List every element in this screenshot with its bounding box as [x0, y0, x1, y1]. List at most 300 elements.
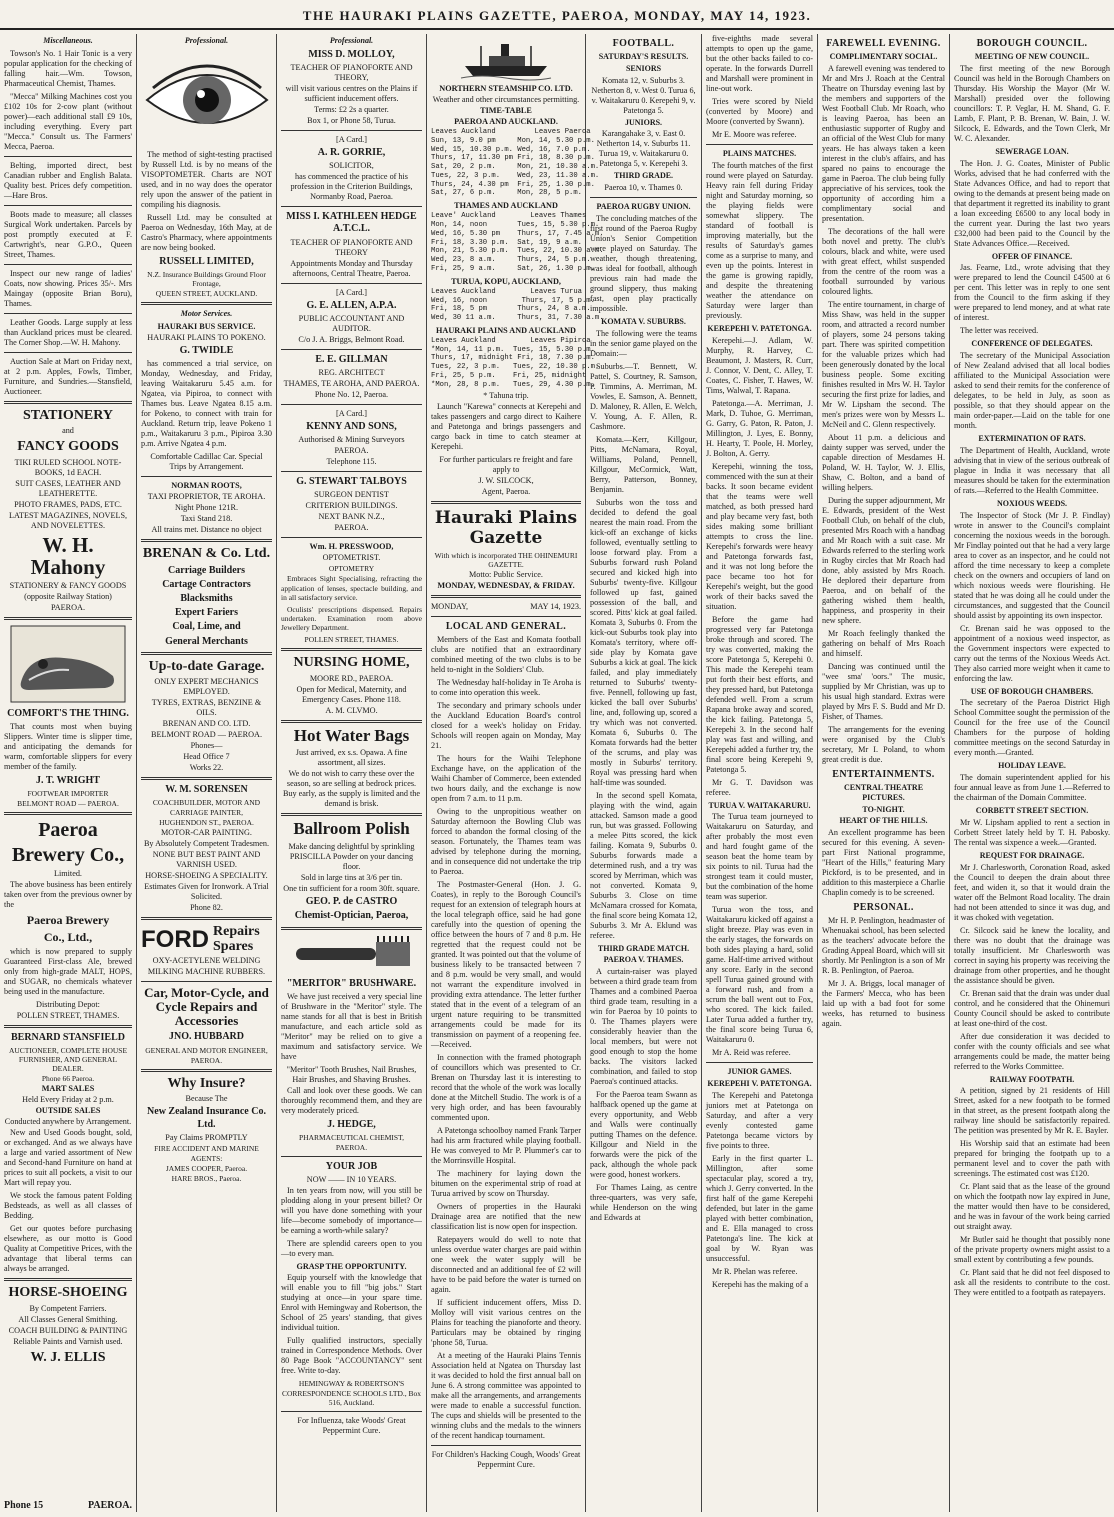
presswood-addr: POLLEN STREET, THAMES. [304, 635, 399, 645]
junior-text4: Kerepehi has the making of a [712, 1279, 809, 1289]
turua-heading: TURUA V. WAITAKARURU. [708, 800, 811, 810]
farewell-text4: About 11 p.m. a delicious and dainty supper was served, under the capable direction of Mesdames H. Poland, W. H. Taylor, W. J. Ellis, Shaw, C. Bolton, and a band of willing helpers. [822, 432, 945, 492]
third-match-text2: For the Paeroa team Swann as halfback opened up the game at every opportunity, and Webb and Walls were continually putting Thames on the defence. Killgour and Nield in the forwards were the pick of the pack, although the whole pack were good, honest workers. [590, 1090, 697, 1180]
presswood-role: OPTOMETRIST. [322, 553, 381, 563]
corbett-text: Mr W. Lipsham applied to rent a section in Corbett Street lately held by T. H. Pabosky. The rental was sixpence a week.—Granted. [954, 817, 1110, 847]
insure-fire: FIRE ACCIDENT AND MARINE [154, 1143, 259, 1153]
job-school: HEMINGWAY & ROBERTSON'S CORRESPONDENCE SCHOOLS LTD., Box 516, Auckland. [281, 1379, 422, 1407]
third-match-heading: THIRD GRADE MATCH. [597, 943, 690, 953]
cycle-text: Car, Motor-Cycle, and Cycle Repairs and Accessories [144, 984, 269, 1029]
kenny-addr: PAEROA. [334, 446, 369, 456]
column-professional-cards [277, 34, 427, 1512]
nursing-name: A. M. CLVMO. [325, 705, 378, 715]
hedge2-addr: PAEROA. [335, 1143, 368, 1153]
stationery-item: PHOTO FRAMES, PADS, ETC. [14, 499, 122, 509]
twidle-text: has commenced a trial service, on Monday, Wednesday, and Friday, leaving Waitakaruru 5.45 a.m. for Ngatea, via Pipiroa, to connect with Thames bus. Leave Ngatea 8.15 a.m. for Pokeno, to connect with train for Auckland. Return trip, leave Pokeno 1 p.m., Waitakaruru 3 p.m., Pipiroa 3.30 p.m. Arrive Ngatea 4 p.m. [141, 359, 272, 449]
sorensen-addr: HUGHENDON ST., PAEROA. [159, 817, 254, 827]
newspaper-date-line: THE HAURAKI PLAINS GAZETTE, PAEROA, MONDAY, MAY 14, 1923. [302, 8, 812, 23]
sorensen-role: COACHBUILDER, MOTOR AND CARRIAGE PAINTER, [152, 798, 261, 817]
timetable-row: Thurs, 17, midnight Fri, 18, 7.30 p.m. [431, 354, 595, 363]
bus-title: HAURAKI BUS SERVICE. [157, 322, 256, 332]
timetable-row: Sat, 20, 2 p.m. Mon, 21, 10.30 a.m. [431, 163, 600, 172]
komata-teams: Suburbs.—T. Bennett, W. Pattel, S. Courtney, R. Samson, P. Timmins, A. Merriman, M. Vowles, E. Samson, A. Bennett, D. Maloney, R. Allen, E. Welch, V. Young, A. F. Allen, R. Cashmore. [590, 361, 697, 431]
timetable-heading: TIME-TABLE [480, 106, 532, 115]
hubbard-name: JNO. HUBBARD [168, 1031, 244, 1043]
timetable-row: Fri, 18, 3.30 p.m. Sat, 19, 9 a.m. [431, 238, 582, 247]
holiday-heading: HOLIDAY LEAVE. [998, 761, 1066, 771]
steamship-illustration [461, 38, 551, 80]
column-miscellaneous [0, 34, 137, 1512]
sorensen-line: Estimates Given for Ironwork. A Trial Solicited. [144, 881, 269, 901]
news-paragraph: The machinery for laying down the bitumen on the experimental strip of road at Turua arrived by scow on Thursday. [431, 1169, 581, 1199]
job-text3: Equip yourself with the knowledge that will enable you to fill "big jobs." Start studying at once—in your spare time. Enrol with Hemingway and Robertson, the School of 25 years' standing, that gives individual tuition. [281, 1273, 422, 1333]
agent-name: J. W. SILCOCK, [478, 475, 534, 485]
gillman-phone: Phone No. 12, Paeroa. [314, 389, 389, 399]
news-paragraph: The hours for the Waihi Telephone Exchange have, on the application of the Waihi Chamber of Commerce, been extended two hours daily, and the exchange is now open from 7 a.m. to 11 p.m. [431, 754, 581, 804]
kere-heading: KEREPEHI V. PATETONGA. [707, 323, 812, 333]
timetable-row: Fri, 25, 5 p.m. Fri, 25, midnight [431, 371, 587, 380]
news-paragraph: At a meeting of the Hauraki Plains Tennis Association held at Ngatea on Thursday last it was decided to hold the first annual ball on June 6. A strong committee was appointed to make all the arrangements, and arrangements were made to enable a successful function. The cups and shields will be presented to the winning clubs and the medals to the winners of the recent handicap tournament. [431, 1351, 581, 1441]
allen-addr: C/o J. A. Briggs, Belmont Road. [298, 334, 405, 344]
delegates-text: The secretary of the Municipal Association of New Zealand advised that all local bodies affiliated to the Municipal Association were asked to send their remits for the conference of delegates, to be held in July, as soon as possible, so that they should appear on the main order-paper.—Laid on the table for one month. [954, 351, 1110, 431]
ad-milking-machines: "Mecca" Milking Machines cost you £102 10s for 2-cow plant (without power)—each additional stall £9 10s, including everything. Every part "Mecca." Consult us. The Farmers' Mecca, Paeroa. [4, 91, 132, 151]
route-head: Leave' Auckland Leaves Thames [431, 212, 587, 221]
drainage-heading: REQUEST FOR DRAINAGE. [979, 850, 1085, 860]
kere-teams: Kerepehi.—J. Adlam, W. Murphy, R. Harvey, C. Beaumont, J. Masters, R. Curr, J. Connor, V. Dent, C. Alley, T. Coates, C. Fisher, T. Hawes, W. Tims, Walwal, T. Rapana. [706, 335, 813, 395]
timetable-row: Wed, 15, 10.30 p.m. Wed, 16, 7.0 p.m. [431, 145, 591, 154]
twidle-name: G. TWIDLE [179, 345, 234, 357]
results-heading: SATURDAY'S RESULTS. [598, 52, 689, 62]
eye-illustration [143, 50, 271, 146]
news-paragraph: If sufficient inducement offers, Miss D. Molloy will visit various centres on the Plains for teaching the pianoforte and theory. Particulars may be obtained by ringing 'phone 58, Turua. [431, 1298, 581, 1348]
nursing-text: Open for Medical, Maternity, and Emergency Cases. Phone 118. [296, 684, 407, 704]
local-general-heading: LOCAL AND GENERAL. [445, 621, 567, 633]
section-heading: Miscellaneous. [43, 36, 93, 45]
news-paragraph: Ratepayers would do well to note that unless overdue water charges are paid within one week the water supply will be disconnected and an additional fee of £2 will have to be paid before the water is turned on again. [431, 1235, 581, 1295]
railway-heading: RAILWAY FOOTPATH. [989, 1074, 1075, 1084]
ford-word: FORD [141, 925, 209, 953]
personal-text2: Mr J. A. Briggs, local manager of the Farmers' Mecca, who has been laid up with a bad foot for some weeks, has returned to business again. [822, 979, 945, 1029]
hotwater-text: Just arrived, ex s.s. Opawa. A fine assortment, all sizes. [295, 748, 408, 768]
job-text4: Fully qualified instructors, specially trained in Correspondence Methods. Over 80 Page Book "ACCOUNTANCY" sent free. Write to-day. [281, 1336, 422, 1376]
juniors-heading: JUNIORS. [624, 117, 663, 127]
gazette-nameplate: Hauraki Plains Gazette [434, 507, 578, 549]
polish-text2: Sold in large tins at 3/6 per tin. [300, 873, 403, 883]
column-professional-motor [137, 34, 277, 1512]
brenan-line: Carriage Builders [168, 564, 245, 576]
news-paragraph: Owing to the unpropitious weather on Saturday afternoon the Bowling Club was forced to abandon the formal closing of the season. Fortunately, the Thames team was advised by telephone during the morning, and in consequence did not undertake the trip to Paeroa. [431, 807, 581, 877]
children-cough: For Children's Hacking Cough, Woods' Great Peppermint Cure. [431, 1450, 581, 1470]
launch-text: Launch "Karewa" connects at Kerepehi and takes passengers and cargo direct to Kaihere and Patetonga and brings passengers and cargo back in time to catch steamer at Kerepehi. [431, 401, 581, 451]
brewery-mid1: Paeroa Brewery [26, 913, 110, 928]
hotwater-text2: We do not wish to carry these over the season, so are selling at bedrock prices. Buy early, as the supply is limited and the demand is brisk. [282, 769, 421, 809]
ad-auction-sale: Auction Sale at Mart on Friday next, at 2 p.m. Apples, Fowls, Timber, Furniture, and Sundries.—Stansfield, Auctioneer. [4, 356, 132, 396]
meritor-text: We have just received a very special line of Brushware in the "Meritor" style. The name stands for all that is best in British manufacture, and each article sold as "Meritor" may be relied on to give a maximum and satisfactory service. We have [281, 991, 422, 1061]
kere-teams2: Patetonga.—A. Merriman, J. Mark, D. Tuhoe, G. Merriman, G. Garry, G. Paton, R. Paton, J. Millington, J. Lyes, E. Bonny, H. Hearty, T. Poole, H. Morley, J. Bolton, A. Gerry. [706, 398, 813, 458]
ford-rubber: MILKING MACHINE RUBBERS. [147, 966, 266, 976]
third-match-text: A curtain-raiser was played between a third grade team from Thames and a combined Paeroa third grade team, resulting in a win for Paeroa by 10 points to 0. The Thames players were considerably heavier than the local members, but were not good enough to stop the home backs. The visitors lacked combination, and failed to stop Paeroa's continued attacks. [590, 967, 697, 1087]
komata-heading: KOMATA V. SUBURBS. [601, 316, 686, 326]
junior-sub: KEREPEHI V. PATETONGA. [707, 1079, 812, 1088]
chambers-heading: USE OF BOROUGH CHAMBERS. [970, 686, 1094, 696]
ad-leather-goods: Leather Goods. Large supply at less than Auckland prices must be cleared. The Corner Shop.—W. H. Mahony. [4, 317, 132, 347]
council-heading: BOROUGH COUNCIL. [976, 38, 1088, 49]
route-head: Leaves Auckland Leaves Pipiroa [431, 336, 591, 345]
garage-phones: Head Office 7 [183, 752, 230, 762]
motor-section-heading: Motor Services. [180, 309, 233, 319]
farewell-sub: COMPLIMENTARY SOCIAL. [829, 52, 938, 62]
molloy-box: Box 1, or Phone 58, Turua. [307, 115, 396, 125]
wright-addr: BELMONT ROAD — PAEROA. [17, 799, 119, 809]
garage-line: ONLY EXPERT MECHANICS EMPLOYED. [154, 677, 259, 697]
route4-rows [431, 345, 600, 390]
roots-phone2: Taxi Stand 218. [180, 514, 233, 524]
brewery-mid2: Co., Ltd., [43, 929, 93, 944]
hubbard-addr: PAEROA. [190, 1055, 223, 1065]
news-paragraph: In connection with the framed photograph of councillors which was presented to Cr. Brenan on Thursday last it is interesting to record that the whole of the work was locally done at the Mitchell Studio. The work is of a very high order, and has been favourably commented upon. [431, 1053, 581, 1123]
stationery-item: LATEST MAGAZINES, NOVELS, AND NOVELETTES. [8, 510, 128, 530]
route4-note: * Tahuna trip. [483, 390, 529, 400]
personal-text: Mr H. P. Penlington, headmaster of Whenuakai school, has been selected as the teachers' advocate before the Grading Appeal Board, which will sit shortly. Mr Penlington is a son of Mr R. B. Penlington, of Paeroa. [822, 916, 945, 976]
column-farewell-personal [818, 34, 950, 1512]
news-paragraph: A Patetonga schoolboy named Frank Tarper had his arm fractured while playing football. He was conveyed to Mr P. Plummer's car to the Morrinsville Hospital. [431, 1126, 581, 1166]
juniors-results: Karangahake 3, v. East 0. Netherton 14, v. Suburbs 11. Turua 19, v. Waitakaruru 0. Patetonga 5, v. Kerepehi 3. [596, 129, 691, 169]
presswood-sub: OPTOMETRY [328, 564, 375, 574]
brewery-text1: The above business has been entirely taken over from the previous owner by the [4, 880, 132, 910]
mahony-sub: STATIONERY & FANCY GOODS [9, 580, 127, 590]
chambers-text: The secretary of the Paeroa District High School Committee sought the permission of the Council for the free use of the Council Chambers for the purpose of holding committee meetings on the second Saturday in every month.—Granted. [954, 698, 1111, 758]
entertainments-heading: ENTERTAINMENTS. [832, 768, 935, 780]
heart-heading: HEART OF THE HILLS. [839, 816, 928, 826]
junior-text3: Mr R. Phelan was referee. [712, 1266, 798, 1276]
hedge-role: TEACHER OF PIANOFORTE AND THEORY [290, 237, 413, 257]
news-paragraph: Owners of properties in the Hauraki Drainage area are notified that the new classification list is now open for inspection. [431, 1202, 581, 1232]
ford-text: Repairs Spares [213, 923, 260, 955]
timetable-row: Sat, 27, 6 p.m. Mon, 28, 5 p.m. [431, 189, 582, 198]
hedge-name: MISS I. KATHLEEN HEDGE A.T.C.L. [286, 211, 417, 235]
russell-addr: QUEEN STREET, AUCKLAND. [155, 289, 258, 299]
talboys-role: SURGEON DENTIST [314, 490, 389, 500]
gillman-role: REG. ARCHITECT [318, 367, 385, 377]
garage-title: Up-to-date Garage. [148, 658, 265, 674]
allen-role: PUBLIC ACCOUNTANT AND AUDITOR. [298, 313, 405, 333]
komata-text: The following were the teams in the senior game played on the Domain:— [590, 328, 697, 358]
steamship-notice: Weather and other circumstances permitting. [432, 95, 580, 104]
holiday-text: The domain superintendent applied for his four annual leave as from June 1.—Referred to the chairman of the Domain Committee. [954, 773, 1110, 803]
stansfield-text: New and Used Goods bought, sold, or exchanged. And as we always have a large and varied assortment of New and Second-hand Furniture on hand at prices to suit all pockets, a visit to our Mart will repay you. [4, 1128, 132, 1188]
local-paragraphs [431, 635, 581, 1441]
brenan-line: Coal, Lime, and [172, 621, 241, 633]
insure-agent2: HARE BROS., Paeroa. [171, 1174, 242, 1184]
ad-belting: Belting, imported direct, best Canadian rubber and English Balata. Quality best. Prices defy competition.—Hare Bros. [4, 160, 132, 200]
insure-agent1: JAMES COOPER, Paeroa. [165, 1164, 248, 1173]
timetable-row: Wed, 16, 5.30 pm Thurs, 17, 7.45 a.m. [431, 229, 604, 238]
brewery-name3: Limited. [54, 869, 82, 879]
kenny-card: [A Card.] [336, 408, 367, 418]
news-paragraph: The Postmaster-General (Hon. J. G. Coates), in reply to the Borough Council's request for an extension of telegraph hours at the local telegraph office, said he had gone carefully into the question of opening the office between the hours of 7 and 8 p.m. He regretted that the request could not be granted. It was pointed out that the volume of business likely to be transacted between 7 and 8 p.m. would be very small, and would not warrant the expenditure involved in providing extra attendance. The letter further stated that in the event of a telegram of an urgent nature requiring to be transmitted arrangements could be made for its transmission on payment of a reopening fee.—Received. [431, 880, 581, 1050]
personal-heading: PERSONAL. [853, 902, 914, 914]
hedge2-name: J. HEDGE, [327, 1118, 376, 1130]
finance-heading: OFFER OF FINANCE. [991, 251, 1073, 261]
council-sub: MEETING OF NEW COUNCIL. [974, 52, 1090, 62]
farewell-text5: During the supper adjournment, Mr E. Edwards, president of the West Football Club, on behalf of the club, presented Mrs Roach with a handbag and Mr Roach with a suit case. Mr Edwards referred to the sterling work in Rugby circles that Mr Roach had done, ably assisted by Mrs Roach. He deplored their departure from Paeroa, and on behalf of the gathering wished them health, happiness, and prosperity in their new sphere. [822, 495, 945, 625]
junior-text2: Early in the first quarter L. Millington, after some spectacular play, scored a try, which J. Gerry converted. In the first half of the game Kerepehi defended, but later in the game played with better combination, and E. Ella managed to cross Patetonga's line. The kick at goal by W. Ryan was unsuccessful. [706, 1153, 813, 1263]
column-shipping-local [427, 34, 604, 1512]
job-text2: There are splendid careers open to you—to every man. [281, 1239, 422, 1259]
route-heading: THAMES AND AUCKLAND [454, 201, 558, 211]
timetable-row: *Mon, 14, 11 p.m. Tues, 15, 5.30 p.m. [431, 345, 595, 354]
hubbard-role: GENERAL AND MOTOR ENGINEER, [145, 1045, 268, 1055]
wright-name: J. T. WRIGHT [36, 774, 100, 786]
garage-phones: Works 22. [189, 763, 224, 773]
gorrie-card: [A Card.] [336, 134, 367, 144]
job-grasp: GRASP THE OPPORTUNITY. [296, 1262, 407, 1272]
mahony-town: PAEROA. [50, 602, 86, 612]
slipper-illustration [9, 624, 127, 704]
match-play: Suburbs won the toss and decided to defend the goal nearest the main road. From the kick-off an exchange of kicks followed, eventually settling to loose forward play. From a Suburbs forward rush Poland secured and kicked high into Suburbs' twenty-five. Killgour followed up fast, gained possession of the ball, and scored. Pitts' kick at goal failed. Komata 3, Suburbs 0. From the kick-out Suburbs took play into Komata's territory, where off-side play by Komata gave Suburbs a kick at goal. The kick failed, and play immediately returned to Suburbs' twenty-five. Pennell, following up fast, kicked the ball over Suburbs' line, and, following up, scored a try which was not converted. Komata 6, Suburbs 0. The Komata forwards had the better of the scrums, and play was mostly in Suburbs' territory. Royal was pressing hard when half-time was sounded. [590, 497, 697, 787]
drainage-text4: After due consideration it was decided to confer with the county officials and see what arrangements could be made, the matter being referred to the Works Committee. [954, 1031, 1110, 1071]
horse-shoeing-l2: COACH BUILDING & PAINTING [8, 1325, 128, 1335]
gazette-days: MONDAY, WEDNESDAY, & FRIDAY. [437, 581, 575, 591]
tonight-heading: TO-NIGHT. [862, 804, 905, 814]
railway-text4: Mr Butler said he thought that possibly none of the private property owners might assist to a small extent by contributing a few pounds. [954, 1235, 1110, 1265]
sorensen-line: HORSE-SHOEING A SPECIALITY. [145, 870, 268, 880]
timetable-row: Fri, 25, 9 a.m. Sat, 26, 1.30 p.m. [431, 264, 595, 273]
bus-route: HAURAKI PLAINS TO POKENO. [147, 333, 266, 343]
outside-sales-note: Conducted anywhere by Arrangement. [4, 1117, 132, 1127]
brewery-depot: Distributing Depot: [36, 999, 100, 1009]
sewerage-heading: SEWERAGE LOAN. [995, 146, 1069, 156]
hotwater-title: Hot Water Bags [293, 725, 410, 745]
third-grade-results: Paeroa 10, v. Thames 0. [604, 183, 683, 193]
mahony-addr: (opposite Railway Station) [24, 591, 112, 601]
timetable-row: Mon, 14, noon Tues, 15, 5.30 p.m. [431, 221, 600, 230]
roots-sub: TAXI PROPRIETOR, TE AROHA. [147, 492, 266, 502]
seniors-results: Komata 12, v. Suburbs 3. Netherton 8, v. West 0. Turua 6, v. Waitakaruru 0. Kerepehi 9, v. Patetonga 5. [591, 75, 696, 115]
horse-shoeing-l1: All Classes General Smithing. [18, 1314, 118, 1324]
talboys-addr: CRITERION BUILDINGS. [305, 501, 398, 511]
rats-heading: EXTERMINATION OF RATS. [978, 434, 1086, 444]
timetable-row: Thurs, 17, 11.30 pm Fri, 18, 8.30 p.m. [431, 154, 595, 163]
ad-hair-tonic: Towson's No. 1 Hair Tonic is a very popular application for the checking of falling hair.—Wm. Towson, Pharmaceutical Chemist, Thames. [4, 48, 132, 88]
timetable-row: Tues, 22, 3 p.m. Tues, 22, 10.30 p.m. [431, 363, 600, 372]
ellis-name: W. J. ELLIS [30, 1349, 106, 1365]
job-title: YOUR JOB [325, 1161, 378, 1173]
stansfield-phone: Phone 66 Paeroa. [41, 1074, 95, 1084]
brenan-title: BRENAN & Co. Ltd. [142, 546, 271, 562]
delegates-heading: CONFERENCE OF DELEGATES. [971, 339, 1093, 349]
horse-shoeing-sub: By Competent Farriers. [29, 1303, 107, 1313]
turua-text: The Turua team journeyed to Waitakaruru on Saturday, and after probably the most even and hard fought game of the season beat the home team by six points to nil. Turua had the strongest team it could muster, but the combination of the home team was superior. [706, 812, 813, 902]
route-head: Leaves Auckland Leaves Paeroa [431, 128, 591, 136]
ellis-town: PAEROA. [88, 1499, 132, 1511]
column-football [586, 34, 702, 1512]
timetable-row: Mon, 21, 5.30 p.m. Tues, 22, 10.30 a.m. [431, 247, 604, 256]
gazette-sub: With which is incorporated THE OHINEMURI GAZETTE. [434, 551, 578, 570]
finance-text2: The letter was received. [960, 326, 1039, 336]
garage-phones: Phones— [190, 741, 223, 751]
russell-sub: N.Z. Insurance Buildings Ground Floor Frontage, [147, 269, 266, 289]
ford-ad [141, 924, 272, 955]
allen-name: G. E. ALLEN, A.P.A. [306, 299, 397, 311]
garage-addr: BELMONT ROAD — PAEROA. [151, 730, 262, 740]
timetable-row: Wed, 16, noon Thurs, 17, 5 p.m. [431, 296, 595, 305]
ad-coats: Inspect our new range of ladies' Coats, now showing. Prices 35/-. Mrs Maingay (opposite Brian Boru), Thames. [4, 268, 132, 308]
rugby-union-heading: PAEROA RUGBY UNION. [596, 202, 691, 212]
agent-role: Agent, Paeroa. [481, 486, 531, 496]
sorensen-line: MOTOR-CAR PAINTING. [161, 827, 252, 837]
news-paragraph: The secondary and primary schools under the Auckland Education Board's control closed for a week's holiday on Friday. Schools will reopen again on Monday, May 21. [431, 701, 581, 751]
meritor-call: Call and look over these goods. We can thoroughly recommend them, and they are very moderately priced. [281, 1085, 422, 1115]
railway-text3: Cr. Plant said that as the lease of the ground on which the footpath now lay expired in June, the matter would then have to be considered, and he was in favour of the work being carried out straight away. [954, 1182, 1110, 1232]
russell-text: The method of sight-testing practised by Russell Ltd. is by no means of the VISOPTOMETER. Charts are NOT used, and in no way does the operator rely upon the answer of the patient in compiling his diagnosis. [141, 149, 272, 209]
presswood-text: Embraces Sight Specialising, refracting the application of lenses, spectacle building, and in all satisfactory service. [281, 574, 422, 602]
farewell-text8: The arrangements for the evening were organised by the Club's secretary, Mr I. Poland, to whom great credit is due. [822, 724, 945, 764]
hedge2-role: PHARMACEUTICAL CHEMIST, [298, 1132, 404, 1142]
brewery-name2: Brewery Co., [11, 844, 125, 867]
gillman-name: E. E. GILLMAN [315, 353, 388, 365]
junior-heading: JUNIOR GAMES. [727, 1067, 792, 1077]
kenny-role: Authorised & Mining Surveyors [298, 435, 405, 445]
ad-boots: Boots made to measure; all classes Surgical Work undertaken. Parcels by post promptly executed at F. Cartwright's, near G.P.O., Queen Street, Thames. [4, 209, 132, 259]
issue-day: MONDAY, [431, 602, 469, 612]
horse-shoeing-l3: Reliable Paints and Varnish used. [13, 1336, 123, 1346]
kenny-name: KENNY AND SONS, [306, 420, 397, 432]
russell-name: RUSSELL LIMITED, [159, 255, 254, 267]
timetable-row: *Mon, 28, 8 p.m. Tues, 29, 4.30 p.m. [431, 380, 595, 389]
stansfield-text2: We stock the famous patent Folding Bedsteads, as well as all classes of Bedding. [4, 1191, 132, 1221]
brewery-text2: which is now prepared to supply Guaranteed First-class Ale, brewed only from high-grade MALT, HOPS, and SUGAR, no chemicals whatever being used in the manufacture. [4, 946, 132, 996]
drainage-text: Mr J. Charlesworth, Coronation Road, asked the Council to deepen the drain about three feet, and widen it, so that it would drain the water off the Belmont Road locality. The drain had not been attended to since it was dug, and it was choked with vegetation. [954, 862, 1110, 922]
gorrie-role: SOLICITOR, [329, 161, 374, 171]
drainage-text2: Cr. Silcock said he knew the locality, and there was no doubt that the drainage was totally insufficient. Mr Charlesworth was correct in saying his property was receiving the drainage from other properties, and he thought the assistance should be given. [954, 925, 1110, 985]
cont-text: five-eighths made several attempts to open up the game, but the other backs failed to co-operate. In the forwards Durrell and Marshall were prominent in line-out work. [706, 34, 813, 93]
sorensen-line: NONE BUT BEST PAINT AND VARNISH USED. [152, 849, 261, 869]
job-text: In ten years from now, will you still be plodding along in your present billet? Or will you have done something with your life—become somebody of importance—be earning a worth-while salary? [281, 1186, 422, 1236]
route2-rows [431, 221, 604, 274]
steamship-name: NORTHERN STEAMSHIP CO. LTD. [439, 84, 573, 93]
polish-title: Ballroom Polish [293, 819, 410, 839]
sorensen-name: W. M. SORENSEN [165, 784, 248, 796]
polish-text3: One tin sufficient for a room 30ft. square. [283, 884, 420, 894]
timetable-row: Thurs, 24, 4.30 pm Fri, 25, 1.30 p.m. [431, 180, 595, 189]
stansfield-text3: Get our quotes before purchasing elsewhere, as our motto is Good Quality at Competitive Prices, with the advantage that liberal terms can always be arranged. [4, 1224, 132, 1274]
kenny-phone: Telephone 115. [326, 457, 377, 467]
match-play2: In the second spell Komata, playing with the wind, again attacked. Samson made a good run, but was grassed. Following a melee Pitts scored, the kick failing. Komata 9, Suburbs 0. Suburbs forwards made a determined rush, and a try was scored by Merriman, which was not converted. Komata 9, Suburbs 3. Close on time McNamara crossed for Komata, the final score being Komata 12, Suburbs 3. Mr A. Eklund was referee. [590, 790, 697, 940]
junior-text: The Kerepehi and Patetonga juniors met at Patetonga on Saturday, and after a very evenly contested game Patetonga became victors by five points to three. [706, 1090, 813, 1150]
meritor-list: "Meritor" Tooth Brushes, Nail Brushes, Hair Brushes, and Shaving Brushes. [286, 1064, 417, 1084]
polish-text: Make dancing delightful by sprinkling PRISCILLA Powder on your dancing floor. [288, 842, 415, 872]
twidle-cars: Comfortable Cadillac Car. Special Trips by Arrangement. [150, 452, 263, 472]
council-text: The first meeting of the new Borough Council was held in the Borough Chambers on Thursday. His Worship the Mayor (Mr W. Marshall) presided over the following councillors: T. P. Veglar, H. M. Shand, G. F. Lamb, F. Plant, P. B. Brenan, W. Bain, J. W. Silcock, E. Edwards, and the Town Clerk, Mr W. C. Alexander. [954, 63, 1110, 143]
mart-sales-time: Held Every Friday at 2 p.m. [22, 1095, 114, 1105]
route1-rows [431, 136, 600, 198]
timetable-row: Sun, 13, 9.0 pm Mon, 14, 5.30 p.m. [431, 136, 595, 145]
railway-text2: His Worship said that an estimate had been prepared for bringing the footpath up to a permanent level and to cover the path with screenings. The estimated cost was £120. [954, 1139, 1110, 1179]
sewerage-text: The Hon. J. G. Coates, Minister of Public Works, advised that he had conferred with the State Advances Office, and had to report that owing to the demands at present being made on that department it regretted its inability to grant a loan exceeding £6500 to any local body in the current year. During the last two years £32,000 had been paid to the Council by the State Advances Office.—Received. [954, 158, 1110, 248]
farewell-text6: Mr Roach feelingly thanked the gathering on behalf of Mrs Roach and himself. [822, 628, 945, 658]
mahony-name: W. H. Mahony [30, 532, 106, 579]
gorrie-name: A. R. GORRIE, [317, 146, 386, 158]
match-report: The concluding matches of the first round of the Paeroa Rugby Union's Senior Competition were played on Saturday. The weather, though threatening, was ideal for football, although previous rain had made the ground slippery, thus making fast, open play practically impossible. [590, 213, 697, 313]
football-heading: FOOTBALL. [612, 38, 675, 49]
roots-name: NORMAN ROOTS, [171, 481, 242, 491]
brenan-line: Blacksmiths [180, 593, 233, 605]
timetable-row: Fri, 18, 5 pm Thurs, 24, 8 a.m. [431, 305, 591, 314]
drainage-text3: Cr. Brenan said that the drain was under dual control, and he considered that the Ohinemuri County Council should be asked to contribute at least one-third of the cost. [954, 988, 1110, 1028]
hedge-text: Appointments Monday and Thursday afternoons, Central Theatre, Paeroa. [290, 258, 413, 278]
insure-title: Why Insure? [167, 1075, 246, 1091]
theatre-heading: CENTRAL THEATRE PICTURES. [843, 783, 924, 802]
finance-text: Jas. Fearne, Ltd., wrote advising that they were prepared to lend the Council £4500 at 6 per cent. This letter was in reply to one sent from the Council to the firm asking if they were prepared to lend money, and at what rate of interest. [954, 263, 1110, 323]
ellis-phone: Phone 15 [4, 1499, 44, 1511]
route-heading: TURUA, KOPU, AUCKLAND, [451, 276, 561, 286]
ellis-footer [4, 1500, 132, 1512]
plains-heading: PLAINS MATCHES. [722, 149, 797, 158]
presswood-text2: Oculists' prescriptions dispensed. Repairs undertaken. Examination room above Jewellery Department. [281, 604, 422, 633]
wright-trade: FOOTWEAR IMPORTER [27, 789, 109, 798]
route-heading: PAEROA AND AUCKLAND. [454, 117, 558, 126]
stationery-fancy: FANCY GOODS [17, 439, 119, 455]
nursing-addr: MOORE RD., PAEROA. [309, 673, 394, 683]
route3-rows [431, 296, 604, 323]
nursing-title: NURSING HOME, [293, 655, 410, 671]
particulars: For further particulars re freight and fare apply to [439, 454, 573, 474]
railway-text: A petition, signed by 21 residents of Hill Street, asked for a new footpath to be formed in that street, as the present footpath along the railway line should be satisfactorily repaired. The petition was presented by Mr R. E. Bayler. [954, 1086, 1110, 1136]
masthead [0, 0, 1114, 30]
weeds-heading: NOXIOUS WEEDS. [996, 498, 1068, 508]
castro-name: GEO. P. de CASTRO [305, 896, 398, 908]
garage-line: TYRES, EXTRAS, BENZINE & OILS. [151, 698, 262, 718]
issue-date [431, 602, 581, 612]
column-council [950, 34, 1114, 1512]
sorensen-line: Phone 82. [190, 902, 223, 912]
farewell-heading: FAREWELL EVENING. [826, 38, 941, 49]
stationery-and: and [62, 426, 74, 436]
roots-trains: All trains met. Distance no object [151, 525, 262, 535]
brush-illustration [286, 934, 418, 974]
molloy-terms: Terms: £2 2s a quarter. [314, 104, 389, 114]
brewery-name1: Paeroa [38, 819, 98, 842]
insure-co: New Zealand Insurance Co. Ltd. [147, 1106, 266, 1130]
molloy-text: will visit various centres on the Plains if sufficient inducement offers. [285, 83, 418, 103]
job-sub: NOW —— IN 10 YEARS. [306, 1175, 397, 1185]
stansfield-name: BERNARD STANSFIELD [10, 1031, 125, 1043]
stansfield-role: AUCTIONEER, COMPLETE HOUSE FURNISHER, AND GENERAL DEALER. [8, 1045, 128, 1073]
news-paragraph: Members of the East and Komata football clubs are notified that an extraordinary combined meeting of the two clubs is to be held to-night in the Soldiers' Club. [431, 635, 581, 675]
slipper-text: That counts most when buying Slippers. Winter time is slipper time, and anticipating the demands for warm, comfortable slippers for every member of the family. [4, 721, 132, 771]
slipper-caption: COMFORT'S THE THING. [7, 707, 129, 719]
brenan-line: Expert Fariers [174, 607, 239, 619]
cont-ref: Mr E. Moore was referee. [712, 130, 797, 139]
weeds-text: The Inspector of Stock (Mr J. P. Findlay) wrote in answer to the Council's complaint concerning the noxious weeds in the borough. Mr Findlay pointed out that he had a very large area to cover as an inspector, and he could not afford the time necessary to keep a complete check on the owners and occupiers of land on which noxious weeds were flourishing. He stated that he was doing all he could under the circumstances, and suggested that the Council should assist by appointing its own inspector. [954, 510, 1110, 620]
insure-agents: AGENTS: [190, 1153, 223, 1163]
farewell-text2: The decorations of the hall were both novel and pretty. The club's colours, black and white, were used with great effect, whilst suspended from the centre of the room was a football surrounded by various coloured lights. [822, 226, 945, 296]
komata-teams2: Komata.—Kerr, Killgour, Pitts, McNamara, Royal, Williams, Poland, Pennell, Killgour, McCormick, Watt, Berry, Patterson, Bonney, Benjamin. [590, 434, 697, 494]
roots-phone1: Night Phone 121R. [174, 503, 238, 513]
presswood-name: Wm. H. PRESSWOOD, [309, 542, 394, 552]
rats-text: The Department of Health, Auckland, wrote advising that in view of the serious outbreak of plague in India it was necessary that all measures should be taken for the extermination of rats.—Referred to the Health Committee. [954, 445, 1110, 495]
sorensen-line: By Absolutely Competent Tradesmen. [143, 838, 270, 848]
insure-sub: Because The [185, 1094, 228, 1104]
third-grade-heading: THIRD GRADE. [613, 171, 674, 181]
brenan-line: General Merchants [165, 635, 248, 647]
garage-name: BRENAN AND CO. LTD. [162, 719, 251, 729]
turua-ref: Mr A. Reid was referee. [712, 1048, 791, 1058]
insure-pay: Pay Claims PROMPTLY [165, 1132, 248, 1142]
talboys-addr: PAEROA. [334, 523, 369, 533]
gillman-addr: THAMES, TE AROHA, AND PAEROA. [283, 378, 420, 388]
